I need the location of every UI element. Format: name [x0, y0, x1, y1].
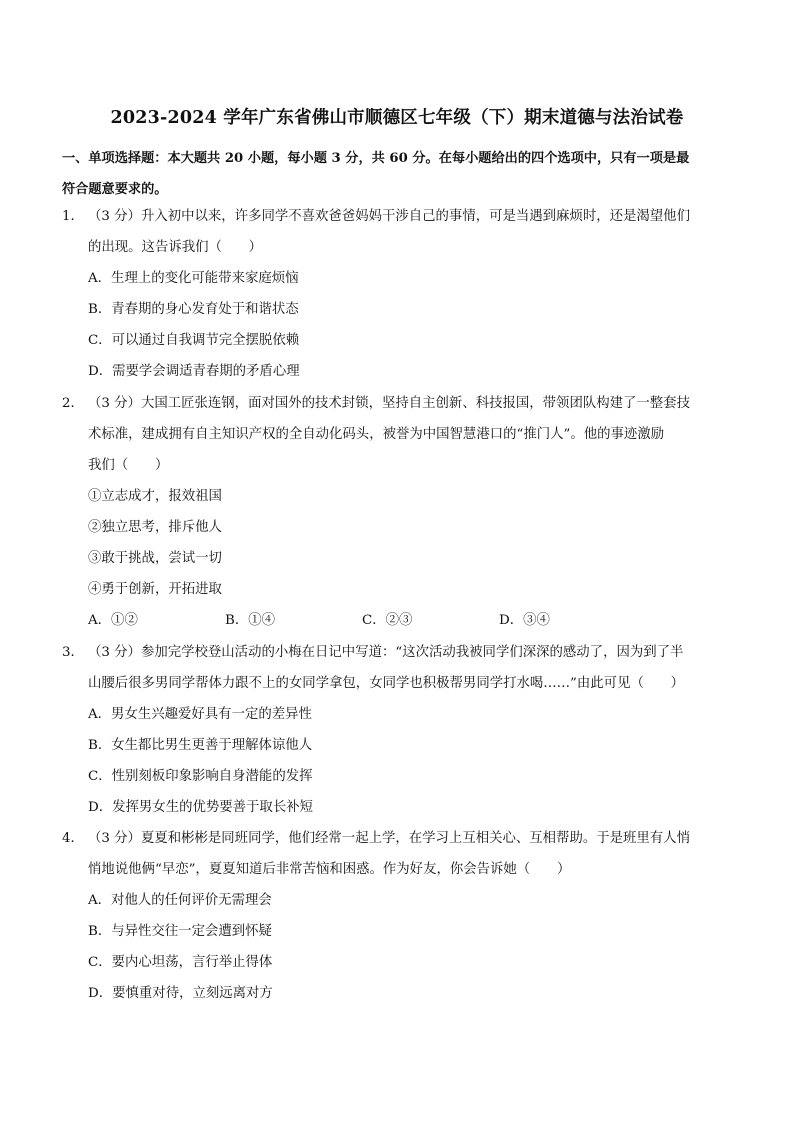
option-b[interactable]: B．青春期的身心发育处于和谐状态: [88, 302, 299, 317]
question-4: [62, 823, 732, 1009]
option-b[interactable]: B．①④: [225, 613, 276, 628]
options-row: [62, 605, 732, 636]
question-2: [62, 388, 732, 636]
question-stem-line: [62, 388, 732, 419]
option-c[interactable]: C．可以通过自我调节完全摆脱依赖: [88, 333, 300, 348]
option-a[interactable]: A．①②: [88, 613, 138, 628]
option-b[interactable]: B．女生都比男生更善于理解体谅他人: [88, 738, 313, 753]
option-a[interactable]: A．男女生兴趣爱好具有一定的差异性: [88, 707, 312, 722]
option-a[interactable]: A．对他人的任何评价无需理会: [88, 893, 272, 908]
question-stem-line: [62, 637, 732, 668]
page-title: 2023-2024 学年广东省佛山市顺德区七年级（下）期末道德与法治试卷: [110, 108, 684, 128]
question-number: 1．: [62, 209, 84, 224]
question-text: 山腰后很多男同学帮体力跟不上的女同学拿包，女同学也积极帮男同学打水喝……”由此可见（ ）: [88, 676, 685, 691]
question-number: 2．: [62, 396, 84, 411]
statement-4: ④勇于创新，开拓进取: [88, 582, 222, 597]
question-text: （3 分）升入初中以来，许多同学不喜欢爸爸妈妈干涉自己的事情，可是当遇到麻烦时，还是渴望他们: [88, 209, 690, 224]
section-heading: [62, 143, 732, 205]
option-a[interactable]: A．生理上的变化可能带来家庭烦恼: [88, 271, 299, 286]
option-d[interactable]: D．③④: [499, 613, 550, 628]
option-c[interactable]: C．②③: [362, 613, 413, 628]
question-stem-line: [62, 823, 732, 854]
question-text: （3 分）参加完学校登山活动的小梅在日记中写道：“这次活动我被同学们深深的感动了，因为到了半: [88, 645, 684, 660]
question-text: 我们（ ）: [88, 458, 169, 473]
question-text: （3 分）大国工匠张连钢，面对国外的技术封锁，坚持自主创新、科技报国，带领团队构建了一整套技: [88, 396, 690, 411]
question-text: 术标准，建成拥有自主知识产权的全自动化码头，被誉为中国智慧港口的“推门人”。他的事迹激励: [88, 427, 665, 442]
option-d[interactable]: D．需要学会调适青春期的矛盾心理: [88, 364, 300, 379]
question-3: [62, 637, 732, 823]
question-number: 4．: [62, 831, 84, 846]
section-heading-line: 符合题意要求的。: [62, 182, 168, 197]
statement-2: ②独立思考，排斥他人: [88, 520, 222, 535]
option-d[interactable]: D．发挥男女生的优势要善于取长补短: [88, 800, 313, 815]
question-text: 悄地说他俩“早恋”，夏夏知道后非常苦恼和困惑。作为好友，你会告诉她（ ）: [88, 862, 571, 877]
option-b[interactable]: B．与异性交往一定会遭到怀疑: [88, 924, 272, 939]
option-d[interactable]: D．要慎重对待，立刻远离对方: [88, 986, 273, 1001]
question-number: 3．: [62, 645, 84, 660]
question-text: 的出现。这告诉我们（ ）: [88, 240, 263, 255]
question-1: [62, 201, 732, 387]
statement-3: ③敢于挑战，尝试一切: [88, 551, 222, 566]
option-c[interactable]: C．性别刻板印象影响自身潜能的发挥: [88, 769, 313, 784]
question-stem-line: [62, 201, 732, 232]
option-c[interactable]: C．要内心坦荡，言行举止得体: [88, 955, 273, 970]
section-heading-line: 一、单项选择题：本大题共 20 小题，每小题 3 分，共 60 分。在每小题给出的四个选项中，只有一项是最: [62, 151, 690, 166]
statement-1: ①立志成才，报效祖国: [88, 489, 222, 504]
question-text: （3 分）夏夏和彬彬是同班同学，他们经常一起上学，在学习上互相关心、互相帮助。于是班里有人悄: [88, 831, 690, 846]
